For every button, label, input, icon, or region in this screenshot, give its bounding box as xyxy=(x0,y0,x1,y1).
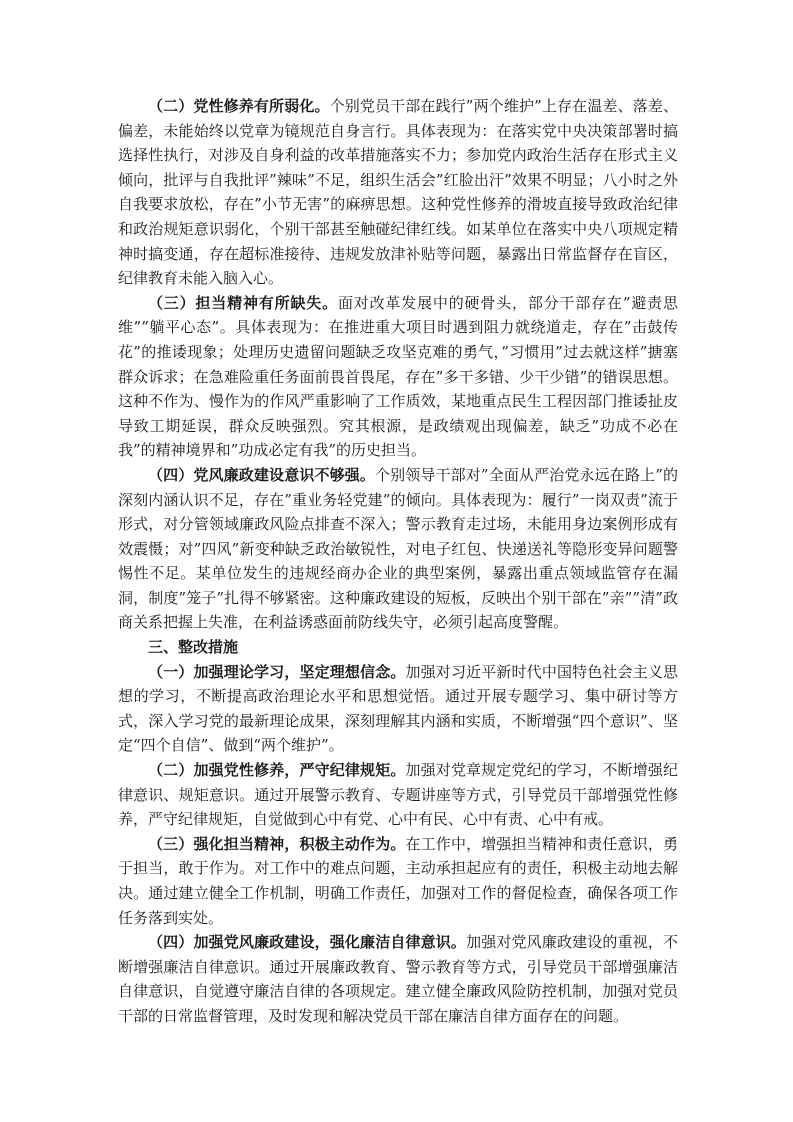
section-title: 三、整改措施 xyxy=(148,638,239,657)
paragraph-heading: （二）加强党性修养，严守纪律规矩。 xyxy=(148,761,406,780)
paragraph-heading: （三）强化担当精神，积极主动作为。 xyxy=(148,834,406,853)
paragraph-measure-integrity xyxy=(118,930,678,1028)
paragraph-measure-theory xyxy=(118,660,678,758)
paragraph-body: 个别党员干部在践行”两个维护”上存在温差、落差、偏差，未能始终以党章为镜规范自身言行。具体表现为：在落实党中央决策部署时搞选择性执行，对涉及自身利益的改革措施落实不力；参加党内政治生活存在形式主义倾向，批评与自我批评”辣味”不足，组织生活会”红脸出汗”效果不明显；八小时之外自我要求放松，存在”小节无害”的麻痹思想。这种党性修养的滑坡直接导致政治纪律和政治规矩意识弱化，个别干部甚至触碰纪律红线。如某单位在落实中央八项规定精神时搞变通，存在超标准接待、违规发放津补贴等问题，暴露出日常监督存在盲区，纪律教育未能入脑入心。 xyxy=(118,97,678,288)
paragraph-heading: （三）担当精神有所缺失。 xyxy=(148,293,338,312)
paragraph-party-spirit xyxy=(118,94,678,291)
paragraph-body: 加强对习近平新时代中国特色社会主义思想的学习，不断提高政治理论水平和思想觉悟。通过开展专题学习、集中研讨等方式，深入学习党的最新理论成果，深刻理解其内涵和实质，不断增强“四个意识”、坚定“四个自信”、做到“两个维护”。 xyxy=(118,662,678,755)
paragraph-measure-action xyxy=(118,832,678,930)
paragraph-body: 面对改革发展中的硬骨头，部分干部存在”避责思维””躺平心态”。具体表现为：在推进重大项目时遇到阻力就绕道走，存在”击鼓传花”的推诿现象；处理历史遗留问题缺乏攻坚克难的勇气，”习惯用”过去就这样”搪塞群众诉求；在急难险重任务面前畏首畏尾，存在”多干多错、少干少错”的错误思想。这种不作为、慢作为的作风严重影响了工作质效，某地重点民生工程因部门推诿扯皮导致工期延误，群众反映强烈。究其根源，是政绩观出现偏差，缺乏”功成不必在我”的精神境界和”功成必定有我”的历史担当。 xyxy=(118,293,678,460)
paragraph-responsibility xyxy=(118,291,678,463)
paragraph-heading: （一）加强理论学习，坚定理想信念。 xyxy=(148,662,406,681)
paragraph-body: 在工作中，增强担当精神和责任意识，勇于担当，敢于作为。对工作中的难点问题，主动承担起应有的责任，积极主动地去解决。通过建立健全工作机制，明确工作责任，加强对工作的督促检查，确保各项工作任务落到实处。 xyxy=(118,834,678,927)
paragraph-body: 个别领导干部对”全面从严治党永远在路上”的深刻内涵认识不足，存在”重业务轻党建”的倾向。具体表现为：履行”一岗双责”流于形式，对分管领域廉政风险点排查不深入；警示教育走过场，未能用身边案例形成有效震慑；对”四风”新变种缺乏政治敏锐性，对电子红包、快递送礼等隐形变异问题警惕性不足。某单位发生的违规经商办企业的典型案例，暴露出重点领域监管存在漏洞，制度”笼子”扎得不够紧密。这种廉政建设的短板，反映出个别干部在”亲””清”政商关系把握上失准，在利益诱惑面前防线失守，必须引起高度警醒。 xyxy=(118,465,678,632)
paragraph-body: 加强对党风廉政建设的重视，不断增强廉洁自律意识。通过开展廉政教育、警示教育等方式，引导党员干部增强廉洁自律意识，自觉遵守廉洁自律的各项规定。建立健全廉政风险防控机制，加强对党员干部的日常监督管理，及时发现和解决党员干部在廉洁自律方面存在的问题。 xyxy=(118,933,678,1025)
paragraph-integrity xyxy=(118,463,678,635)
paragraph-heading: （四）加强党风廉政建设，强化廉洁自律意识。 xyxy=(148,933,467,952)
paragraph-body: 加强对党章规定党纪的学习，不断增强纪律意识、规矩意识。通过开展警示教育、专题讲座等方式，引导党员干部增强党性修养，严守纪律规矩，自觉做到心中有党、心中有民、心中有责、心中有戒。 xyxy=(118,761,678,829)
paragraph-heading: （四）党风廉政建设意识不够强。 xyxy=(148,465,375,484)
paragraph-heading: （二）党性修养有所弱化。 xyxy=(148,97,330,115)
document-page xyxy=(118,94,678,1029)
paragraph-measure-discipline xyxy=(118,758,678,832)
